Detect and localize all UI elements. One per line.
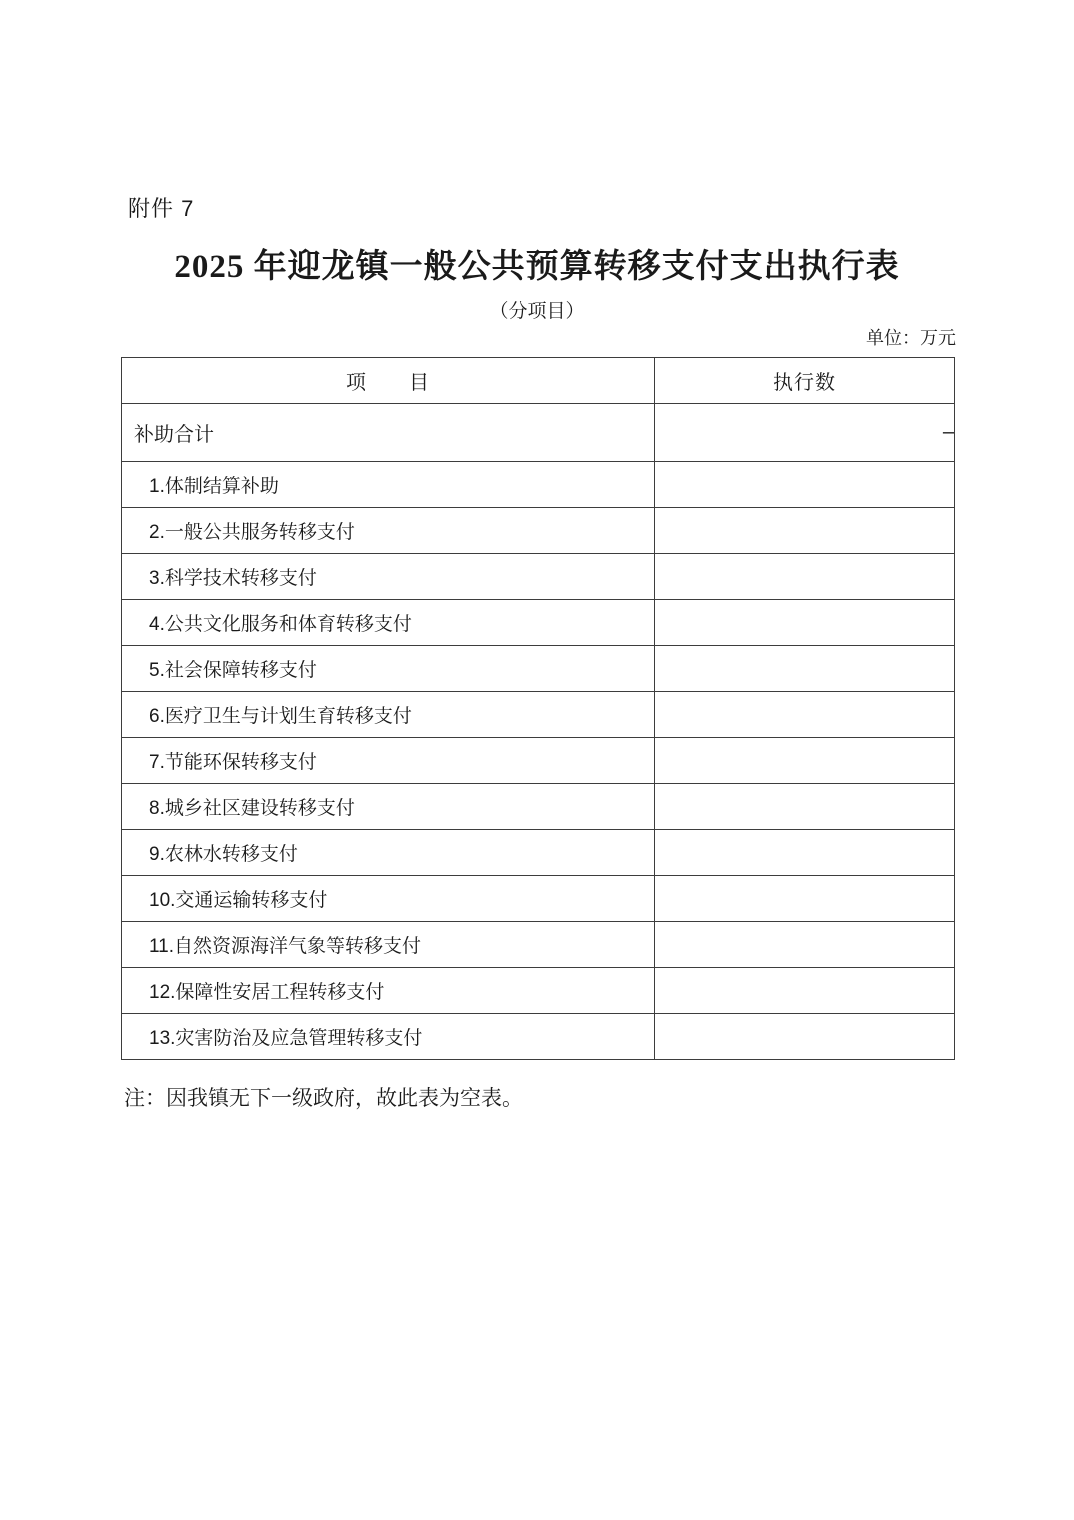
attachment-label: 附件 7 xyxy=(128,196,195,221)
table-row xyxy=(122,508,955,554)
item-label: 7.节能环保转移支付 xyxy=(122,738,655,784)
execution-value xyxy=(655,738,955,784)
table-row xyxy=(122,1014,955,1060)
item-label: 8.城乡社区建设转移支付 xyxy=(122,784,655,830)
table-header xyxy=(122,358,955,404)
item-label: 4.公共文化服务和体育转移支付 xyxy=(122,600,655,646)
table-row xyxy=(122,738,955,784)
table-container xyxy=(121,357,954,1060)
execution-value xyxy=(655,830,955,876)
execution-value xyxy=(655,692,955,738)
item-label: 3.科学技术转移支付 xyxy=(122,554,655,600)
table-row xyxy=(122,830,955,876)
table-row xyxy=(122,692,955,738)
execution-value xyxy=(655,600,955,646)
execution-value xyxy=(655,784,955,830)
execution-value xyxy=(655,554,955,600)
table-row xyxy=(122,876,955,922)
footnote: 注：因我镇无下一级政府，故此表为空表。 xyxy=(124,1087,523,1110)
item-label: 13.灾害防治及应急管理转移支付 xyxy=(122,1014,655,1060)
table-row xyxy=(122,784,955,830)
header-row xyxy=(122,358,955,404)
execution-value xyxy=(655,876,955,922)
transfer-payment-table xyxy=(121,357,955,1060)
table-row xyxy=(122,968,955,1014)
item-label: 5.社会保障转移支付 xyxy=(122,646,655,692)
item-label: 1.体制结算补助 xyxy=(122,462,655,508)
column-header-item: 项 目 xyxy=(122,358,655,404)
item-label: 2.一般公共服务转移支付 xyxy=(122,508,655,554)
unit-label: 单位：万元 xyxy=(866,328,956,348)
table-row xyxy=(122,554,955,600)
execution-value xyxy=(655,922,955,968)
execution-value xyxy=(655,462,955,508)
item-label: 11.自然资源海洋气象等转移支付 xyxy=(122,922,655,968)
table-row xyxy=(122,646,955,692)
table-row xyxy=(122,600,955,646)
item-label: 补助合计 xyxy=(122,404,655,462)
page-subtitle: （分项目） xyxy=(489,301,585,322)
item-label: 6.医疗卫生与计划生育转移支付 xyxy=(122,692,655,738)
table-row xyxy=(122,462,955,508)
column-header-execution: 执行数 xyxy=(655,358,955,404)
item-label: 9.农林水转移支付 xyxy=(122,830,655,876)
execution-value xyxy=(655,646,955,692)
execution-value xyxy=(655,1014,955,1060)
page-title: 2025 年迎龙镇一般公共预算转移支付支出执行表 xyxy=(174,249,900,285)
execution-value xyxy=(655,508,955,554)
table-body xyxy=(122,404,955,1060)
item-label: 10.交通运输转移支付 xyxy=(122,876,655,922)
item-label: 12.保障性安居工程转移支付 xyxy=(122,968,655,1014)
execution-value xyxy=(655,968,955,1014)
table-row xyxy=(122,404,955,462)
execution-value: – xyxy=(655,404,955,462)
table-row xyxy=(122,922,955,968)
